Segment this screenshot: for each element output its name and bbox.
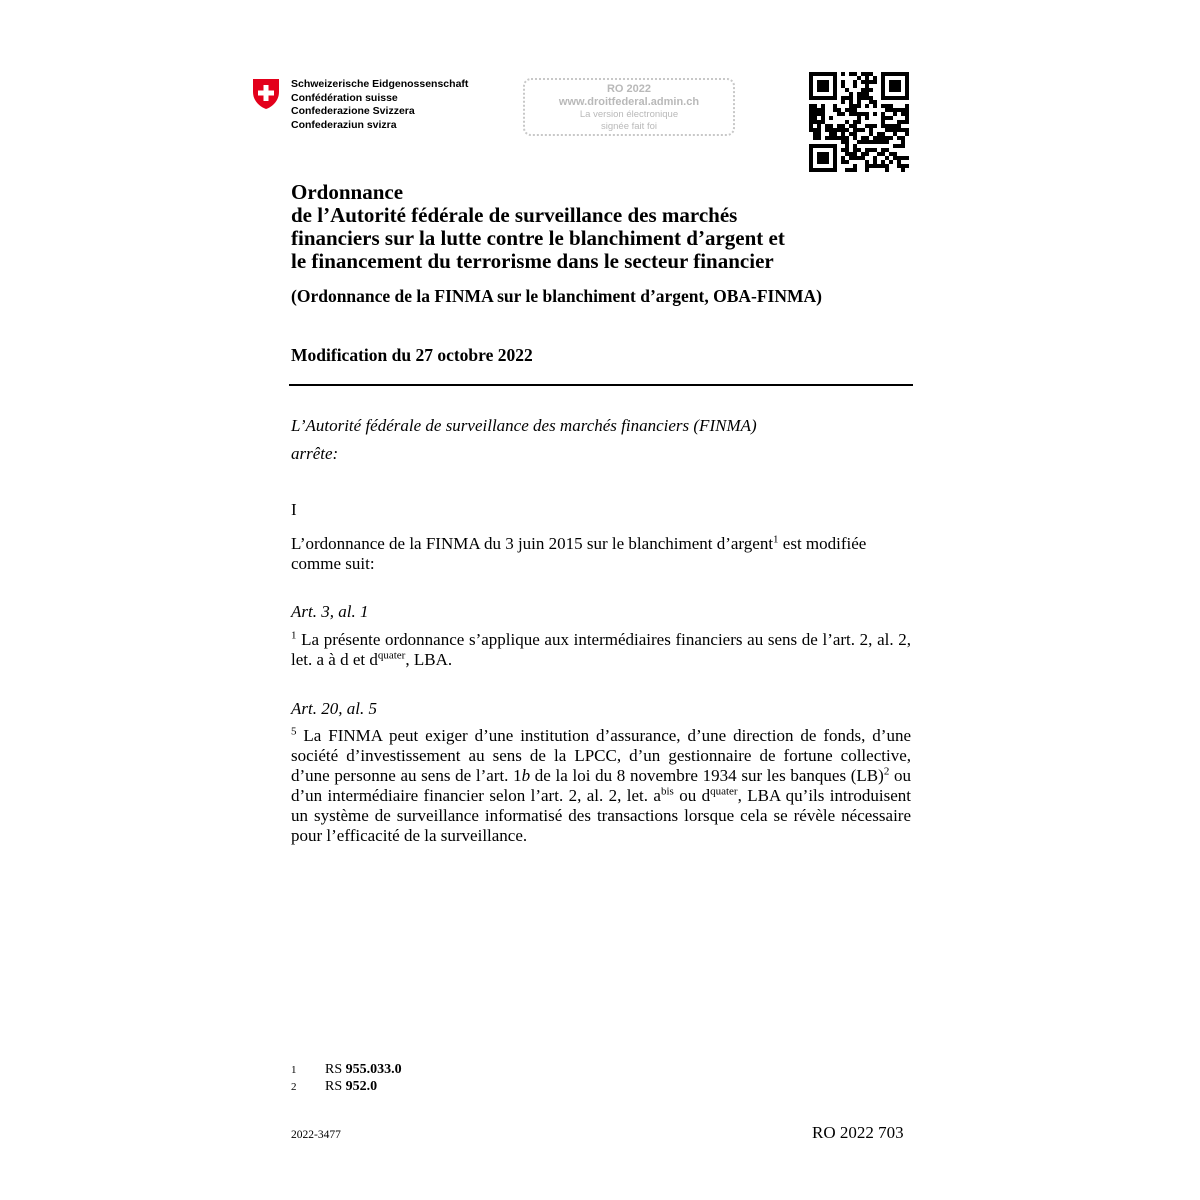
letter-superscript: quater	[377, 649, 406, 662]
footnote-prefix: RS	[325, 1062, 346, 1077]
art20-italic-letter: b	[521, 766, 531, 785]
document-title	[291, 181, 785, 273]
title-line: Ordonnance	[291, 180, 404, 204]
title-line: le financement du terrorisme dans le secteur financier	[291, 249, 774, 273]
stamp-ro: RO 2022	[606, 83, 652, 95]
title-line: de l’Autorité fédérale de surveillance des marchés	[291, 203, 738, 227]
intro-text: L’ordonnance de la FINMA du 3 juin 2015 sur le blanchiment d’argent	[291, 534, 774, 553]
intro-paragraph	[291, 534, 911, 574]
stamp-url: www.droitfederal.admin.ch	[558, 96, 700, 108]
footnote-number: 2	[291, 1081, 297, 1093]
section-number: I	[291, 500, 297, 519]
preamble-decides: arrête:	[291, 444, 339, 463]
art3-paragraph	[291, 630, 911, 670]
footnote-number: 1	[291, 1064, 297, 1076]
paragraph-number: 5	[291, 725, 297, 738]
footnote-prefix: RS	[325, 1079, 346, 1094]
preamble-authority: L’Autorité fédérale de surveillance des marchés financiers (FINMA)	[291, 416, 757, 435]
qr-code-icon[interactable]	[809, 72, 909, 172]
official-compilation-reference: RO 2022 703	[812, 1123, 904, 1142]
stamp-note-2: signée fait foi	[601, 121, 657, 132]
confederation-line-de: Schweizerische Eidgenossenschaft	[291, 78, 469, 90]
footnote	[291, 1079, 377, 1095]
title-divider	[289, 384, 913, 386]
art20-text: de la loi du 8 novembre 1934 sur les banques (LB)	[530, 766, 884, 785]
publication-stamp	[523, 78, 735, 136]
intro-text-end: est modifiée comme suit:	[291, 534, 867, 573]
document-short-title: (Ordonnance de la FINMA sur le blanchiment d’argent, OBA-FINMA)	[291, 286, 822, 306]
stamp-note-1: La version électronique	[579, 109, 679, 120]
footnote	[291, 1062, 402, 1078]
letter-superscript: quater	[710, 785, 738, 798]
footnote-reference[interactable]: 955.033.0	[345, 1062, 402, 1077]
confederation-logotype	[291, 78, 468, 132]
footnote-ref-2[interactable]: 2	[883, 765, 890, 778]
letter-superscript: bis	[660, 785, 674, 798]
preamble	[291, 416, 757, 464]
art3-text: La présente ordonnance s’applique aux intermédiaires financiers au sens de l’art. 2, al. 2, let. a à d et d	[291, 630, 911, 669]
art20-text-end: , LBA qu’ils introduisent un système de surveillance informatisé des transactions lorsque cela se révèle nécessaire pour l’efficacité de la surveillance.	[291, 786, 911, 845]
art20-heading: Art. 20, al. 5	[291, 699, 377, 718]
swiss-crest-icon	[252, 78, 280, 110]
document-number: 2022-3477	[291, 1129, 341, 1141]
paragraph-number: 1	[291, 629, 297, 642]
art20-text: ou d	[673, 786, 711, 805]
art20-text: ou d’un intermédiaire financier selon l’art. 2, al. 2, let. a	[291, 766, 911, 805]
footnote-ref-1[interactable]: 1	[773, 533, 779, 546]
modification-date: Modification du 27 octobre 2022	[291, 345, 533, 365]
art20-paragraph	[291, 726, 911, 846]
confederation-line-fr: Confédération suisse	[291, 91, 398, 104]
art20-text: La FINMA peut exiger d’une institution d’assurance, d’une direction de fonds, d’une société d’investissement au sens de la LPCC, d’un gestionnaire de fortune collective, d’une personne au sens de l’art. 1	[291, 726, 911, 785]
art3-text-end: , LBA.	[405, 650, 453, 669]
art3-heading: Art. 3, al. 1	[291, 602, 369, 621]
title-line: financiers sur la lutte contre le blanchiment d’argent et	[291, 226, 785, 250]
confederation-line-it: Confederazione Svizzera	[291, 105, 415, 117]
footnote-reference[interactable]: 952.0	[345, 1079, 378, 1094]
confederation-line-rm: Confederaziun svizra	[291, 118, 397, 131]
